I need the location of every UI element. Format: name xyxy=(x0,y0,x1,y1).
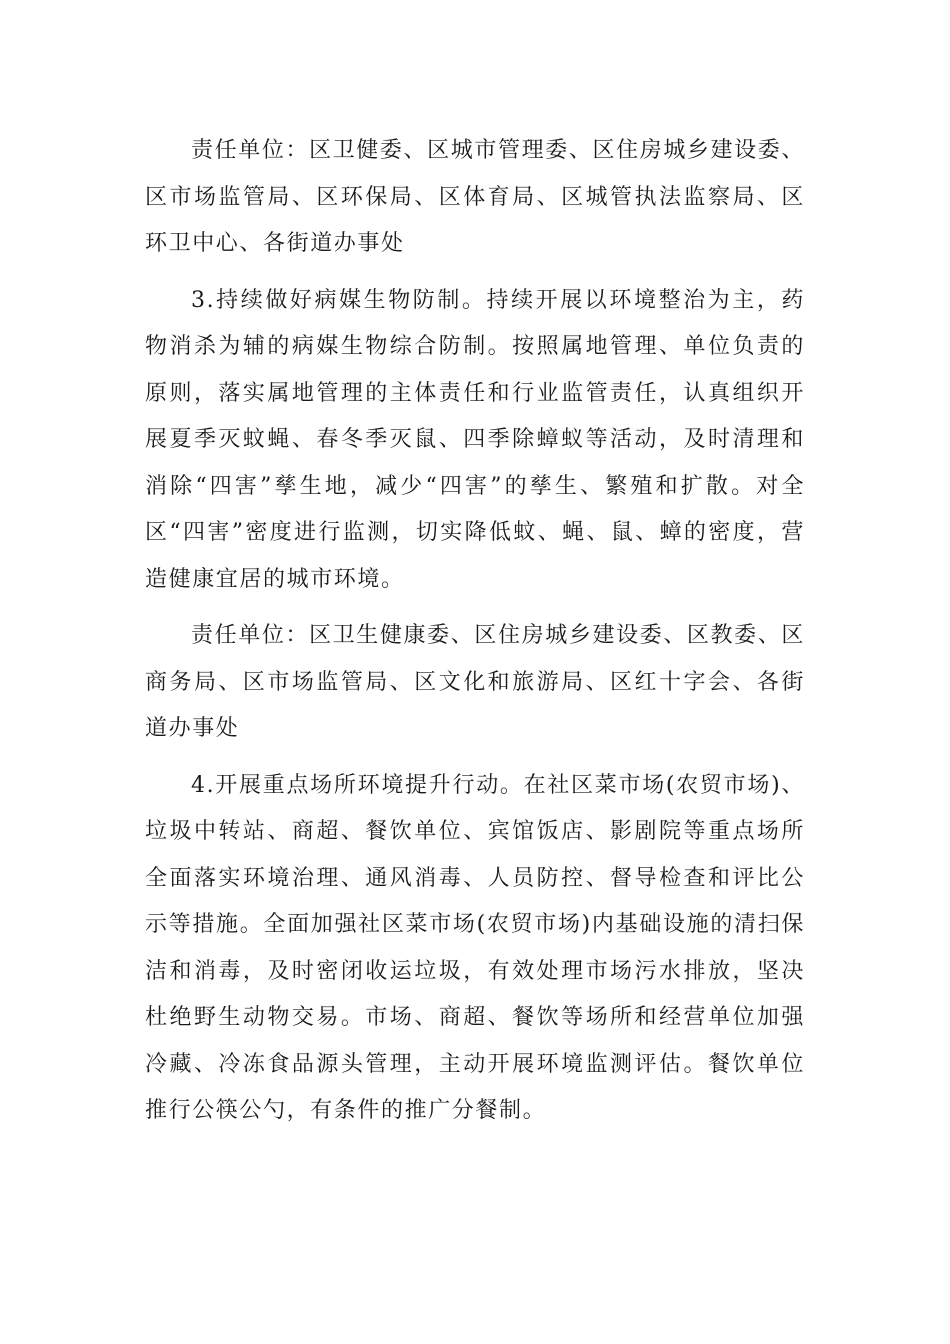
paragraph-responsible-units-2: 责任单位：区卫生健康委、区住房城乡建设委、区教委、区商务局、区市场监管局、区文化和旅游局、区红十字会、各街道办事处 xyxy=(145,623,805,741)
paragraph-vector-control: 3.持续做好病媒生物防制。持续开展以环境整治为主，药物消杀为辅的病媒生物综合防制。按照属地管理、单位负责的原则，落实属地管理的主体责任和行业监管责任，认真组织开展夏季灭蚊蝇、春冬季灭鼠、四季除蟑蚁等活动，及时清理和消除“四害”孳生地，减少“四害”的孳生、繁殖和扩散。对全区“四害”密度进行监测，切实降低蚊、蝇、鼠、蟑的密度，营造健康宜居的城市环境。 xyxy=(145,287,805,592)
document-body xyxy=(145,128,805,1145)
paragraph-responsible-units-1: 责任单位：区卫健委、区城市管理委、区住房城乡建设委、区市场监管局、区环保局、区体育局、区城管执法监察局、区环卫中心、各街道办事处 xyxy=(145,138,805,256)
paragraph-key-venues: 4.开展重点场所环境提升行动。在社区菜市场(农贸市场)、垃圾中转站、商超、餐饮单位、宾馆饭店、影剧院等重点场所全面落实环境治理、通风消毒、人员防控、督导检查和评比公示等措施。全面加强社区菜市场(农贸市场)内基础设施的清扫保洁和消毒，及时密闭收运垃圾，有效处理市场污水排放，坚决杜绝野生动物交易。市场、商超、餐饮等场所和经营单位加强冷藏、冷冻食品源头管理，主动开展环境监测评估。餐饮单位推行公筷公勺，有条件的推广分餐制。 xyxy=(145,772,805,1123)
